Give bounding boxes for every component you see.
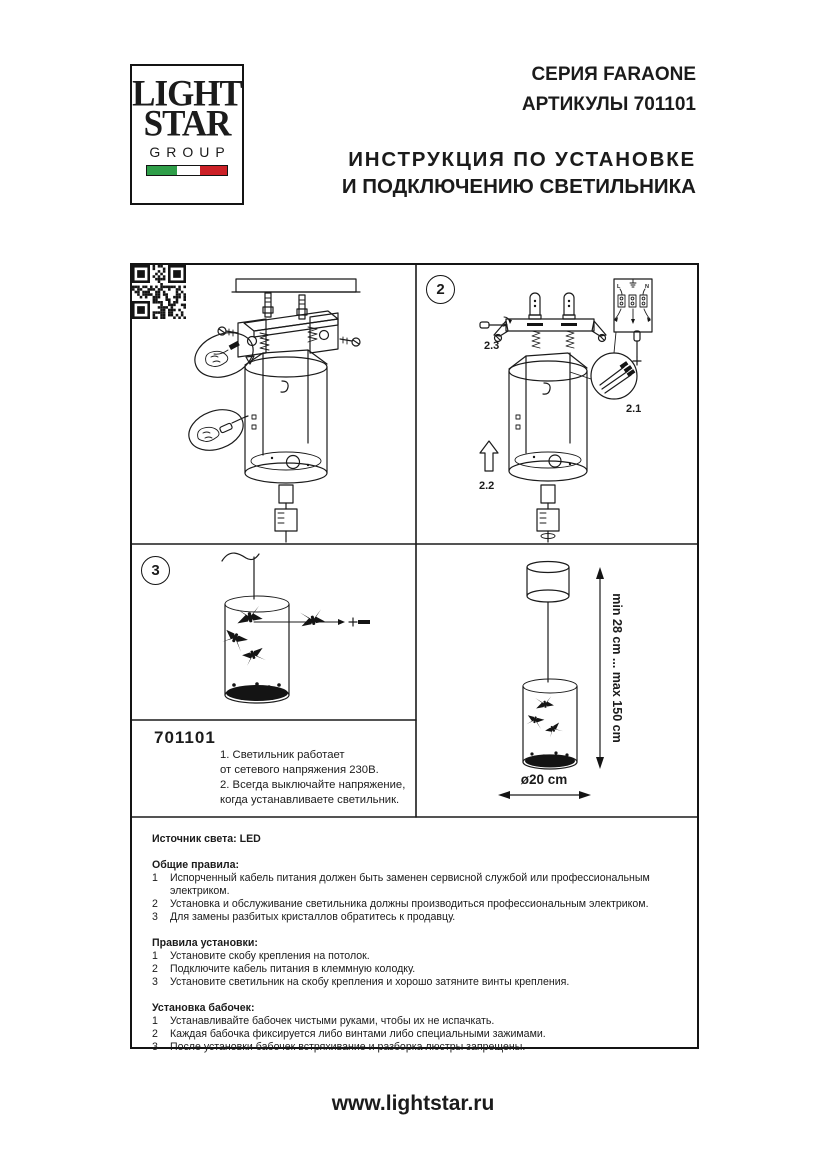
item-number: 3 — [152, 976, 158, 988]
earth-symbol-icon — [630, 280, 636, 288]
item-text: Установка и обслуживание светильника должны производиться профессиональным электриком. — [170, 898, 649, 910]
note-line: 2. Всегда выключайте напряжение, — [220, 779, 406, 791]
crystal-bottom-icon — [226, 682, 288, 701]
specifications-text — [132, 817, 697, 1053]
list-item — [152, 950, 685, 963]
series-heading — [522, 60, 696, 120]
italian-flag-icon — [146, 165, 228, 176]
item-number: 1 — [152, 950, 158, 962]
butterfly-mount-arrow — [254, 608, 345, 628]
butterfly-icon — [545, 722, 564, 739]
article-number: 701101 — [154, 728, 216, 747]
diameter-dimension-label: ø20 cm — [520, 772, 568, 787]
flag-green — [147, 166, 177, 175]
dimension-drawing — [498, 562, 624, 800]
instruction-diagram-box — [130, 263, 699, 1053]
item-text: Установите скобу крепления на потолок. — [170, 950, 370, 962]
flag-white — [177, 166, 199, 175]
note-line: от сетевого напряжения 230В. — [220, 764, 379, 776]
list-item — [152, 898, 685, 911]
logo-group: GROUP — [149, 144, 231, 160]
item-number: 2 — [152, 963, 158, 975]
item-text: Каждая бабочка фиксируется либо винтами либо специальными зажимами. — [170, 1028, 546, 1040]
safety-notes — [220, 748, 430, 808]
cord-connector-icon — [275, 485, 297, 542]
lamp-body-icon — [245, 350, 327, 483]
side-screw-icon — [218, 327, 360, 346]
item-text: Для замены разбитых кристаллов обратитесь к продавцу. — [170, 911, 456, 923]
series-name: СЕРИЯ FARAONE — [531, 64, 696, 85]
step3-number: 3 — [141, 556, 170, 585]
note-line: 1. Светильник работает — [220, 749, 345, 761]
item-number: 2 — [152, 1028, 158, 1040]
item-number: 1 — [152, 872, 158, 884]
list-item — [152, 1015, 685, 1028]
mounting-bracket-icon — [238, 311, 338, 364]
list-item — [152, 976, 685, 989]
section-heading-butterflies: Установка бабочек: — [152, 1002, 255, 1014]
website-url: www.lightstar.ru — [331, 1092, 495, 1115]
item-text: Установите светильник на скобу крепления и хорошо затяните винты крепления. — [170, 976, 570, 988]
section-heading-general: Общие правила: — [152, 859, 240, 871]
wiring-label-l: L — [617, 284, 621, 290]
list-item — [152, 1041, 685, 1054]
item-number: 3 — [152, 911, 158, 923]
list-item — [152, 911, 685, 924]
height-dimension-label: min 28 cm ... max 150 cm — [610, 593, 624, 743]
flag-red — [200, 166, 227, 175]
butterfly-icon — [242, 647, 267, 667]
cord-connector-icon-2 — [537, 485, 559, 542]
item-number: 3 — [152, 1041, 158, 1053]
item-text: Подключите кабель питания в клеммную колодку. — [170, 963, 416, 975]
arrow-up-icon — [480, 441, 498, 471]
article-number-line: АРТИКУЛЫ 701101 — [521, 94, 696, 115]
step1-drawing — [183, 279, 360, 542]
mounting-bar-icon — [494, 319, 606, 348]
butterfly-icon — [534, 695, 554, 709]
ceiling-hatch-icon — [232, 279, 360, 292]
item-text: После установки бабочек встряхивание и разборка люстры запрещены. — [170, 1041, 526, 1053]
item-text: Испорченный кабель питания должен быть заменен сервисной службой или профессиональным электриком. — [170, 872, 650, 897]
screwdriver-vertical-icon — [633, 331, 641, 365]
wall-anchor-icon — [529, 293, 575, 319]
list-item — [152, 872, 685, 898]
terminal-diagram-inset — [614, 279, 652, 332]
step2-drawing — [479, 279, 652, 542]
lamp-shade-icon-2 — [523, 679, 577, 769]
title-line-2: И ПОДКЛЮЧЕНИЮ СВЕТИЛЬНИКА — [341, 175, 696, 198]
step3-drawing — [221, 553, 370, 703]
note-line: когда устанавливаете светильник. — [220, 794, 400, 806]
qr-code-icon — [132, 265, 186, 319]
ceiling-canopy-icon — [527, 562, 569, 603]
list-item — [152, 963, 685, 976]
title-line-1: ИНСТРУКЦИЯ ПО УСТАНОВКЕ — [348, 148, 696, 171]
logo-star: STAR — [143, 103, 231, 144]
label-2-1: 2.1 — [626, 403, 642, 415]
item-text: Устанавливайте бабочек чистыми руками, чтобы их не испачкать. — [170, 1015, 495, 1027]
label-2-2: 2.2 — [479, 480, 495, 492]
diameter-dimension-arrow — [498, 772, 591, 799]
wire-detail-circle — [570, 353, 637, 399]
step2-number: 2 — [426, 275, 455, 304]
item-number: 1 — [152, 1015, 158, 1027]
hand-screwdriver-inset — [183, 403, 249, 458]
butterfly-screw-icon — [349, 618, 370, 626]
section-heading-install: Правила установки: — [152, 937, 258, 949]
lightstar-logo — [130, 64, 244, 205]
list-item — [152, 1028, 685, 1041]
butterfly-icon — [525, 714, 544, 729]
label-2-3: 2.3 — [484, 340, 500, 352]
height-dimension-arrow — [596, 567, 624, 769]
logo-light: LIGHT — [132, 73, 242, 114]
page-title — [342, 146, 696, 200]
light-source-line: Источник света: LED — [152, 833, 261, 845]
wiring-label-n: N — [645, 284, 649, 290]
lamp-body-icon-2 — [509, 353, 587, 481]
item-number: 2 — [152, 898, 158, 910]
